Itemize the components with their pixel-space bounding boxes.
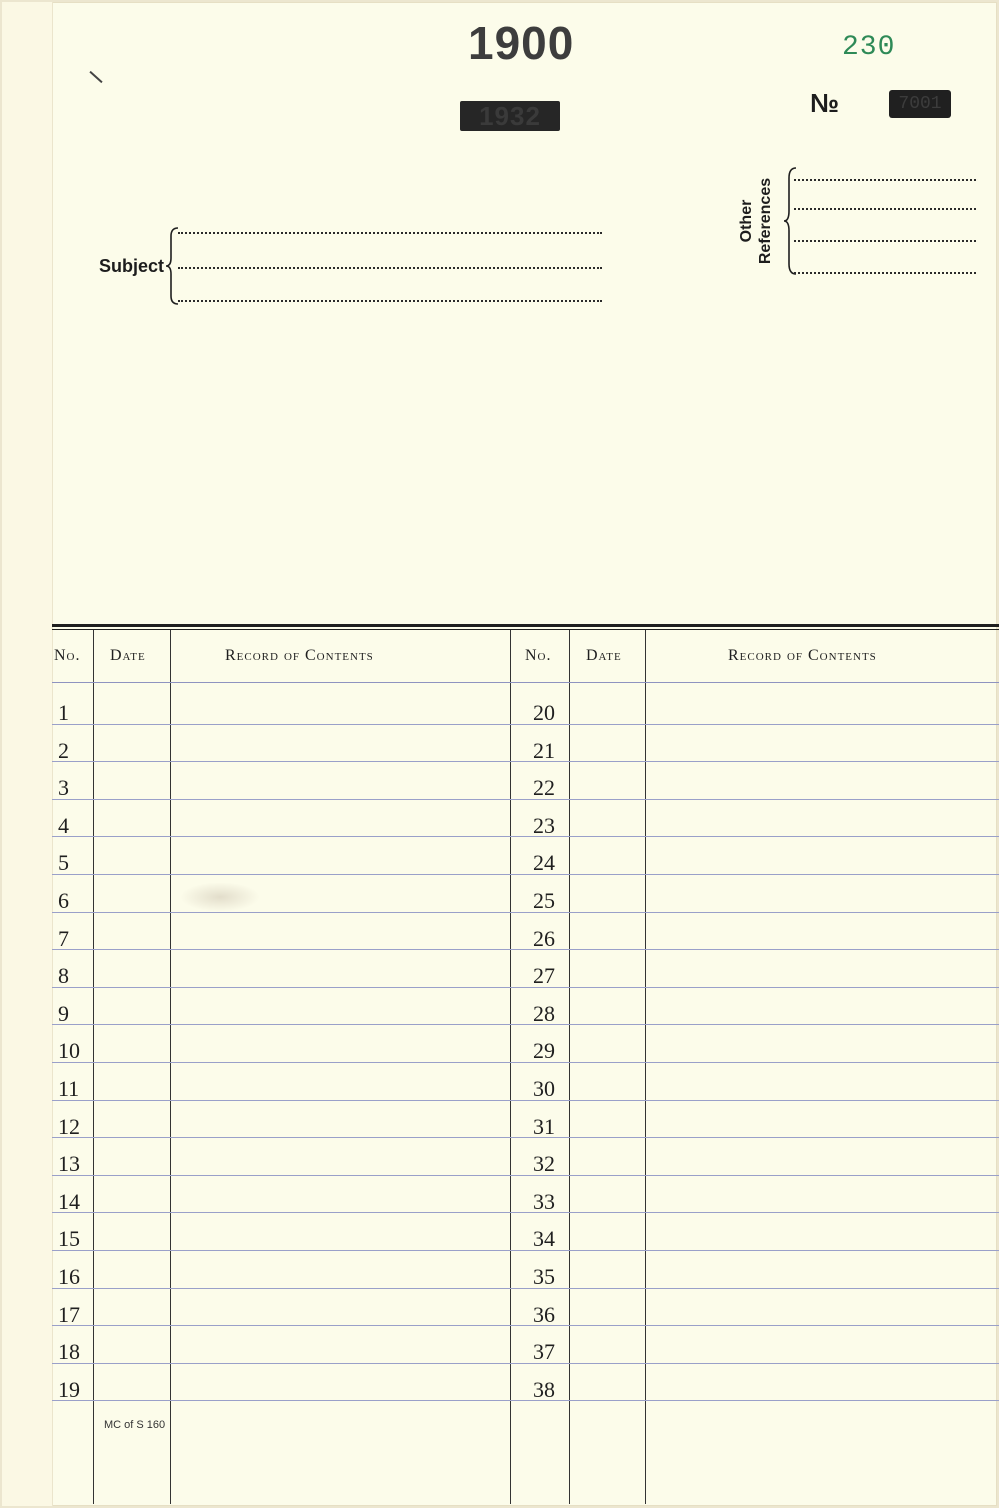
record-cell-left[interactable]: [171, 1251, 510, 1287]
row-number-left: 12: [58, 1113, 80, 1139]
record-cell-left[interactable]: [171, 800, 510, 836]
subject-label: Subject: [99, 256, 165, 276]
record-cell-right[interactable]: [646, 762, 999, 798]
record-cell-left[interactable]: [171, 1101, 510, 1137]
row-number-right: 32: [533, 1151, 555, 1177]
record-cell-left[interactable]: [171, 913, 510, 949]
file-number-stamp: 7001: [889, 90, 951, 118]
row-number-right: 38: [533, 1376, 555, 1402]
date-cell-left[interactable]: [94, 988, 170, 1024]
record-cell-left[interactable]: [171, 1364, 510, 1400]
date-cell-right[interactable]: [570, 1251, 645, 1287]
record-cell-right[interactable]: [646, 1251, 999, 1287]
row-number-right: 20: [533, 700, 555, 725]
record-cell-left[interactable]: [171, 875, 510, 911]
header-rule: [52, 682, 999, 683]
date-cell-left[interactable]: [94, 1251, 170, 1287]
row-number-left: 13: [58, 1151, 80, 1177]
date-cell-right[interactable]: [570, 1364, 645, 1400]
row-number-left: 14: [58, 1188, 80, 1214]
row-number-left: 17: [58, 1301, 80, 1327]
record-cell-left[interactable]: [171, 1138, 510, 1174]
date-cell-right[interactable]: [570, 800, 645, 836]
record-cell-left[interactable]: [171, 1176, 510, 1212]
row-number-right: 30: [533, 1076, 555, 1101]
row-number-left: 15: [58, 1226, 80, 1252]
row-number-right: 33: [533, 1188, 555, 1214]
header-record-left: Record of Contents: [225, 647, 374, 664]
header-record-right: Record of Contents: [728, 647, 877, 664]
row-number-right: 35: [533, 1264, 555, 1289]
printed-year: 1900: [468, 17, 575, 69]
record-cell-left[interactable]: [171, 762, 510, 798]
date-cell-right[interactable]: [570, 950, 645, 986]
reference-line-2[interactable]: [794, 208, 976, 210]
record-cell-left[interactable]: [171, 1025, 510, 1061]
row-number-left: 1: [58, 700, 69, 725]
number-label: №: [810, 88, 839, 118]
row-number-right: 37: [533, 1339, 555, 1365]
date-cell-left[interactable]: [94, 913, 170, 949]
stamped-year: 1932: [460, 101, 560, 131]
subject-line-2[interactable]: [178, 267, 602, 269]
stamp-number: 230: [842, 32, 896, 63]
row-number-right: 21: [533, 737, 555, 763]
row-number-left: 19: [58, 1376, 80, 1402]
row-number-left: 4: [58, 812, 69, 838]
row-number-right: 29: [533, 1038, 555, 1064]
row-number-left: 11: [58, 1076, 80, 1101]
record-cell-right[interactable]: [646, 1326, 999, 1362]
date-cell-right[interactable]: [570, 1101, 645, 1137]
record-cell-right[interactable]: [646, 1025, 999, 1061]
date-cell-left[interactable]: [94, 725, 170, 761]
row-number-right: 27: [533, 963, 555, 989]
record-cell-right[interactable]: [646, 1063, 999, 1099]
record-cell-right[interactable]: [646, 1213, 999, 1249]
reference-line-3[interactable]: [794, 240, 976, 242]
row-number-right: 23: [533, 812, 555, 838]
header-date-right: Date: [586, 647, 622, 664]
date-cell-left[interactable]: [94, 1138, 170, 1174]
date-cell-left[interactable]: [94, 1213, 170, 1249]
index-card: [2, 2, 997, 1506]
record-cell-right[interactable]: [646, 1176, 999, 1212]
record-cell-right[interactable]: [646, 725, 999, 761]
record-cell-right[interactable]: [646, 837, 999, 873]
date-cell-right[interactable]: [570, 1326, 645, 1362]
record-cell-right[interactable]: [646, 875, 999, 911]
row-number-left: 7: [58, 925, 69, 951]
date-cell-right[interactable]: [570, 1063, 645, 1099]
row-number-left: 3: [58, 775, 69, 801]
date-cell-right[interactable]: [570, 725, 645, 761]
header-date-left: Date: [110, 647, 146, 664]
date-cell-right[interactable]: [570, 1176, 645, 1212]
form-code: MC of S 160: [104, 1419, 166, 1431]
subject-line-1[interactable]: [178, 232, 602, 234]
record-cell-left[interactable]: [171, 1063, 510, 1099]
binding-strip: [2, 2, 53, 1506]
date-cell-right[interactable]: [570, 913, 645, 949]
record-cell-right[interactable]: [646, 950, 999, 986]
pencil-tick-mark: [89, 71, 102, 83]
date-cell-left[interactable]: [94, 1101, 170, 1137]
row-number-left: 10: [58, 1038, 80, 1064]
date-cell-right[interactable]: [570, 1025, 645, 1061]
row-rule: [52, 1400, 999, 1401]
date-cell-left[interactable]: [94, 1176, 170, 1212]
date-cell-left[interactable]: [94, 687, 170, 723]
date-cell-left[interactable]: [94, 837, 170, 873]
record-cell-right[interactable]: [646, 1289, 999, 1325]
record-cell-left[interactable]: [171, 1326, 510, 1362]
record-cell-right[interactable]: [646, 687, 999, 723]
reference-line-4[interactable]: [794, 272, 976, 274]
row-number-right: 24: [533, 850, 555, 876]
date-cell-left[interactable]: [94, 1063, 170, 1099]
other-references-label: [737, 166, 775, 276]
date-cell-right[interactable]: [570, 687, 645, 723]
date-cell-left[interactable]: [94, 800, 170, 836]
record-cell-left[interactable]: [171, 687, 510, 723]
record-cell-right[interactable]: [646, 913, 999, 949]
record-table: [52, 624, 999, 1504]
row-number-left: 5: [58, 850, 69, 876]
table-top-rule-thin: [52, 629, 999, 630]
record-cell-right[interactable]: [646, 1364, 999, 1400]
row-number-right: 25: [533, 888, 555, 913]
date-cell-right[interactable]: [570, 1289, 645, 1325]
row-number-right: 31: [533, 1113, 555, 1139]
reference-line-1[interactable]: [794, 179, 976, 181]
date-cell-left[interactable]: [94, 1364, 170, 1400]
row-number-right: 36: [533, 1301, 555, 1327]
date-cell-left[interactable]: [94, 875, 170, 911]
row-number-right: 22: [533, 775, 555, 801]
date-cell-right[interactable]: [570, 875, 645, 911]
table-top-rule: [52, 624, 999, 627]
row-number-left: 6: [58, 888, 69, 913]
record-cell-right[interactable]: [646, 1101, 999, 1137]
record-cell-left[interactable]: [171, 1213, 510, 1249]
other-references-line2: References: [757, 177, 774, 265]
date-cell-right[interactable]: [570, 837, 645, 873]
date-cell-left[interactable]: [94, 1289, 170, 1325]
record-cell-left[interactable]: [171, 950, 510, 986]
date-cell-right[interactable]: [570, 1213, 645, 1249]
row-number-right: 26: [533, 925, 555, 951]
date-cell-right[interactable]: [570, 988, 645, 1024]
references-brace-icon: [782, 166, 798, 276]
record-cell-right[interactable]: [646, 1138, 999, 1174]
date-cell-right[interactable]: [570, 762, 645, 798]
header-no-right: No.: [525, 647, 552, 664]
row-number-left: 8: [58, 963, 69, 989]
row-number-left: 16: [58, 1264, 80, 1289]
record-cell-right[interactable]: [646, 800, 999, 836]
row-number-right: 34: [533, 1226, 555, 1252]
record-cell-left[interactable]: [171, 837, 510, 873]
record-cell-left[interactable]: [171, 1289, 510, 1325]
subject-brace-icon: [164, 226, 180, 306]
date-cell-left[interactable]: [94, 1326, 170, 1362]
record-cell-right[interactable]: [646, 988, 999, 1024]
other-references-line1: Other: [738, 199, 755, 243]
row-number-right: 28: [533, 1000, 555, 1026]
date-cell-right[interactable]: [570, 1138, 645, 1174]
record-cell-left[interactable]: [171, 725, 510, 761]
row-number-left: 2: [58, 737, 69, 763]
header-no-left: No.: [54, 647, 81, 664]
date-cell-left[interactable]: [94, 950, 170, 986]
date-cell-left[interactable]: [94, 762, 170, 798]
subject-line-3[interactable]: [178, 300, 602, 302]
record-cell-left[interactable]: [171, 988, 510, 1024]
row-number-left: 18: [58, 1339, 80, 1365]
date-cell-left[interactable]: [94, 1025, 170, 1061]
row-number-left: 9: [58, 1000, 69, 1026]
